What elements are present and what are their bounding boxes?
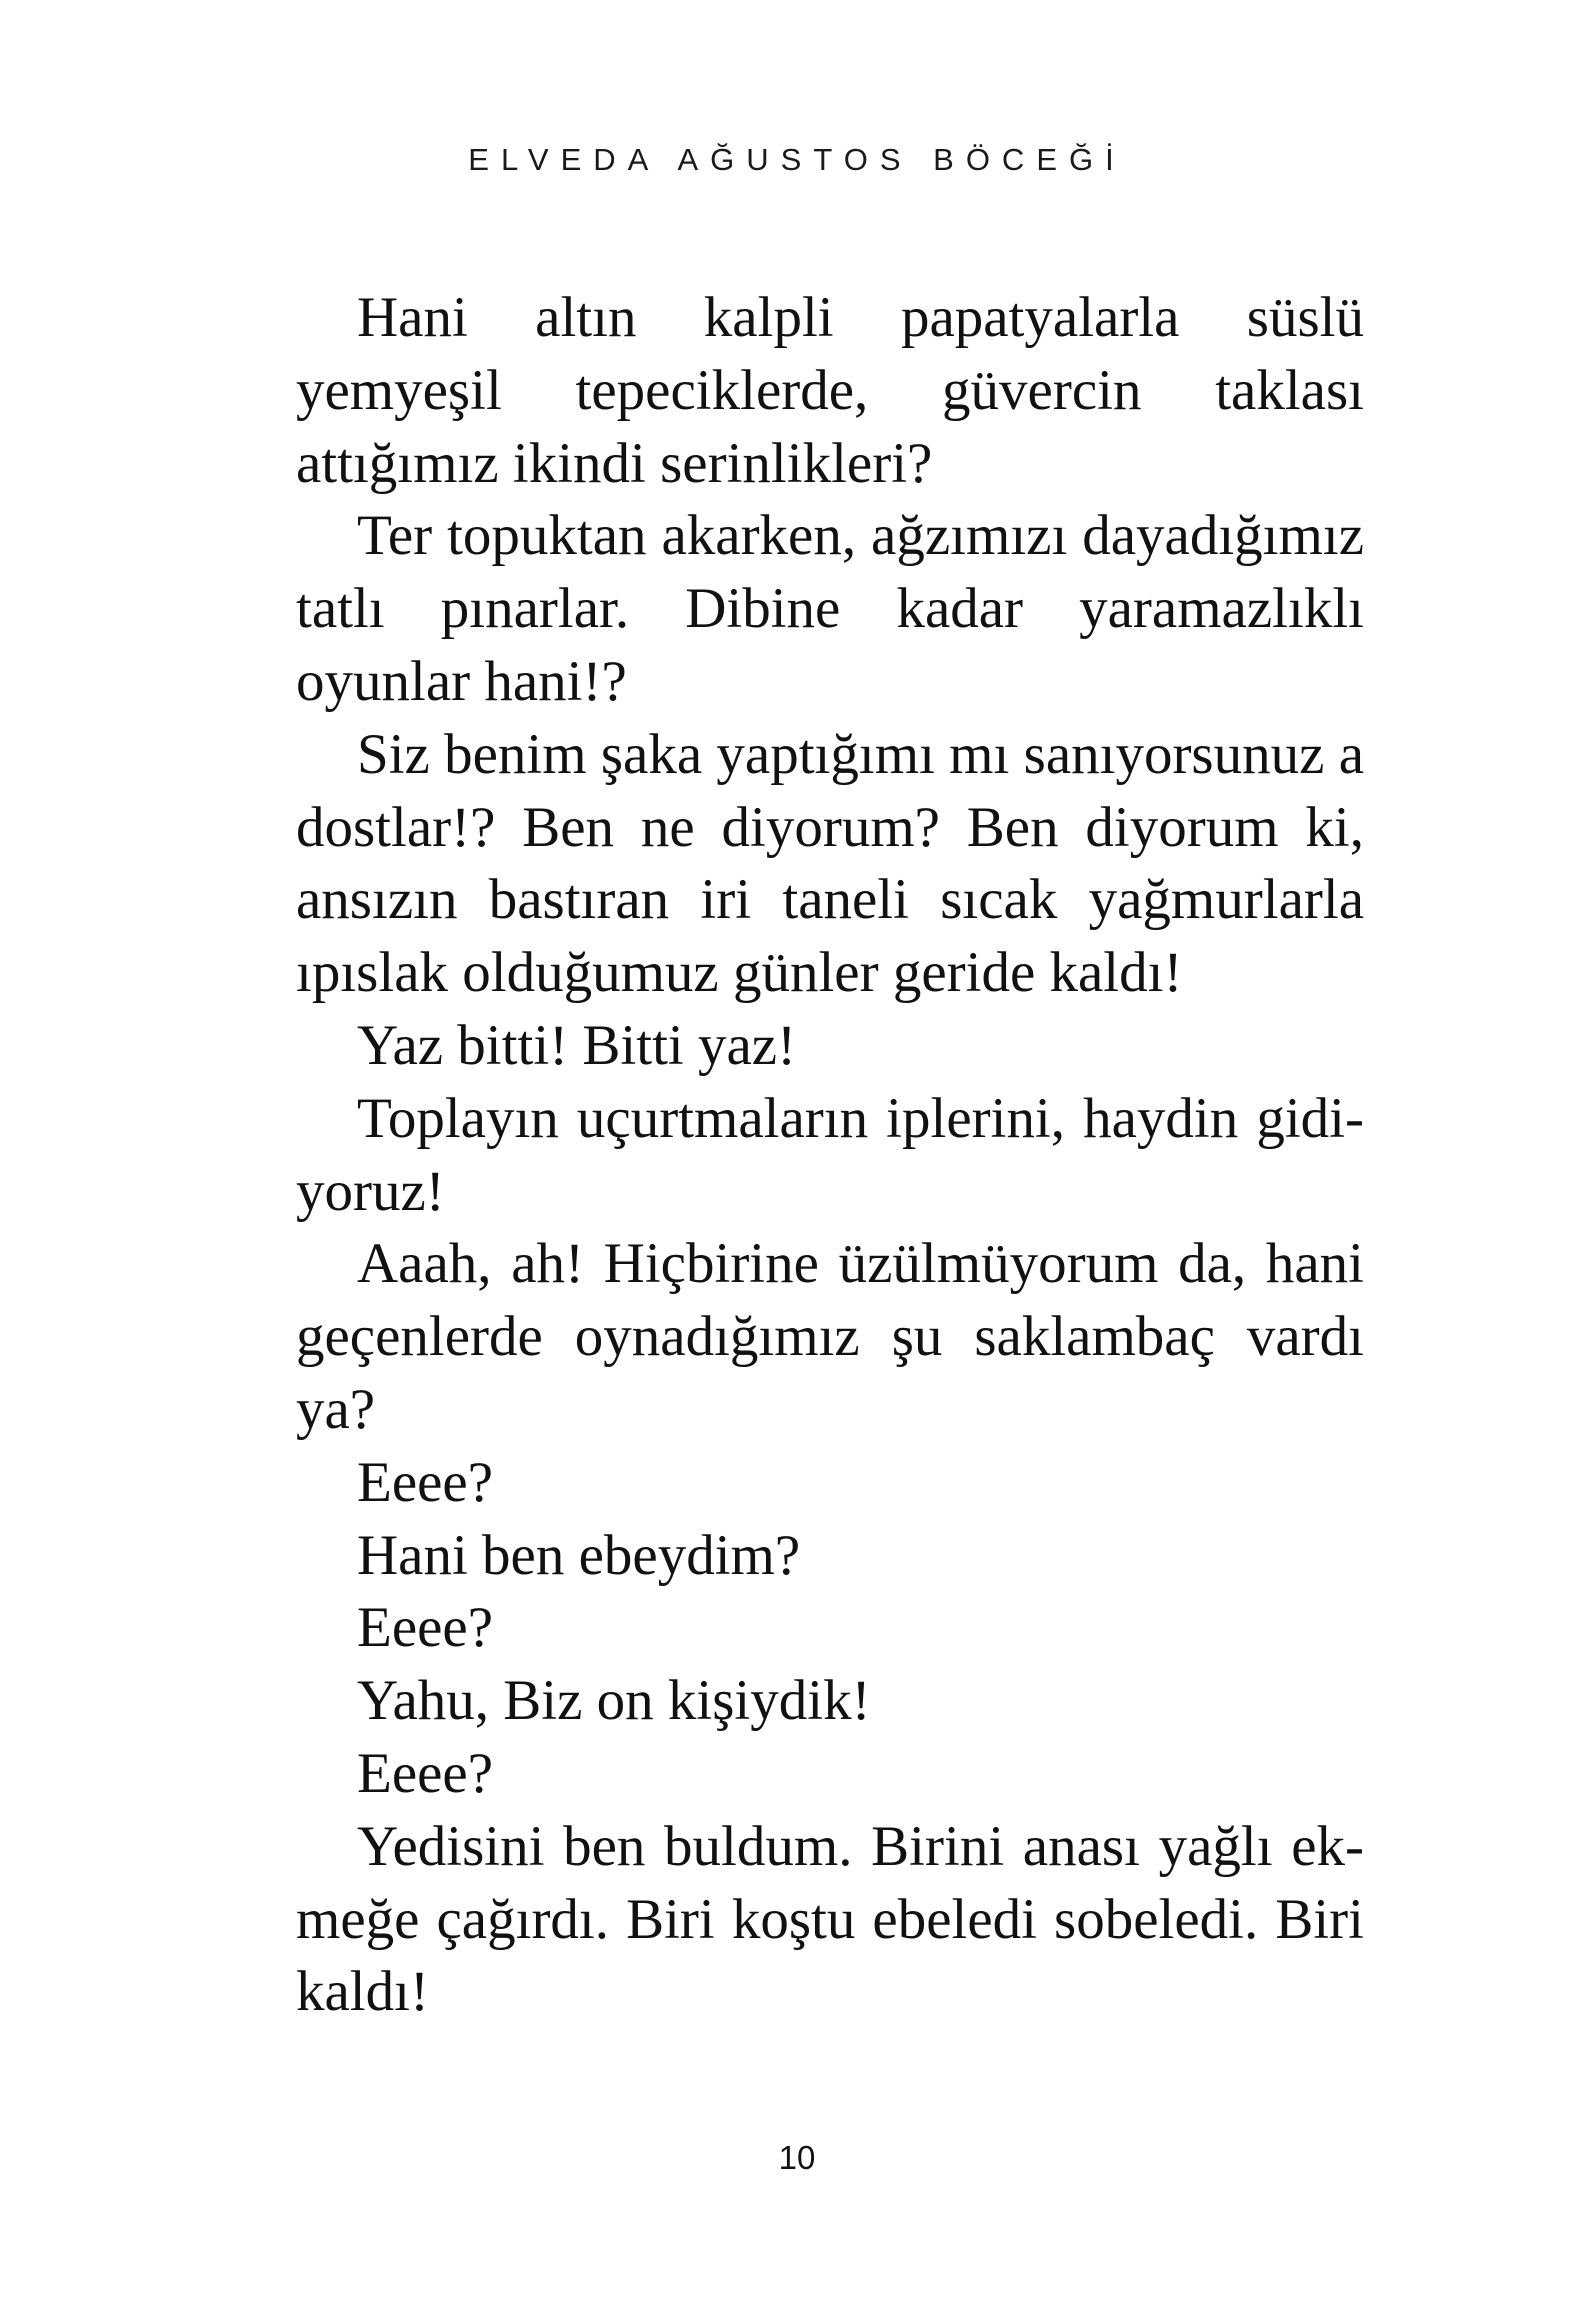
paragraph: Aaah, ah! Hiçbirine üzülmüyorum da, hani geçenlerde oynadığımız şu saklambaç vardı ya? — [296, 1232, 1364, 1441]
paragraph: Siz benim şaka yaptığımı mı sanıyorsunuz a dostlar!? Ben ne diyorum? Ben diyorum ki, ansızın bastıran iri taneli sıcak yağmurlarla ıpıslak olduğumuz günler geride kaldı! — [296, 722, 1364, 1005]
running-header-title: ELVEDA AĞUSTOS BÖCEĞİ — [468, 142, 1126, 177]
paragraph: Eeee? — [357, 1741, 494, 1805]
paragraph: Hani altın kalpli papatyalarla süslü yemyeşil tepeciklerde, güvercin taklası attığımız ikindi serinlikleri? — [296, 286, 1364, 495]
paragraph: Eeee? — [357, 1596, 494, 1660]
paragraph: Yahu, Biz on kişiydik! — [357, 1669, 871, 1733]
paragraph: Yedisini ben buldum. Birini anası yağlı ekmeğe çağırdı. Biri koştu ebeledi sobeledi. Biri kaldı! — [296, 1814, 1364, 2024]
paragraph: Toplayın uçurtmaların iplerini, haydin gidiyoruz! — [296, 1086, 1364, 1223]
paragraph: Ter topuktan akarken, ağzımızı dayadığımız tatlı pınarlar. Dibine kadar yaramazlıklı oyunlar hani!? — [296, 504, 1364, 713]
page-number: 10 — [778, 2139, 816, 2176]
paragraph: Yaz bitti! Bitti yaz! — [357, 1013, 797, 1077]
body-text — [296, 282, 1364, 2029]
paragraph: Hani ben ebeydim? — [357, 1523, 801, 1587]
paragraph: Eeee? — [357, 1450, 494, 1514]
